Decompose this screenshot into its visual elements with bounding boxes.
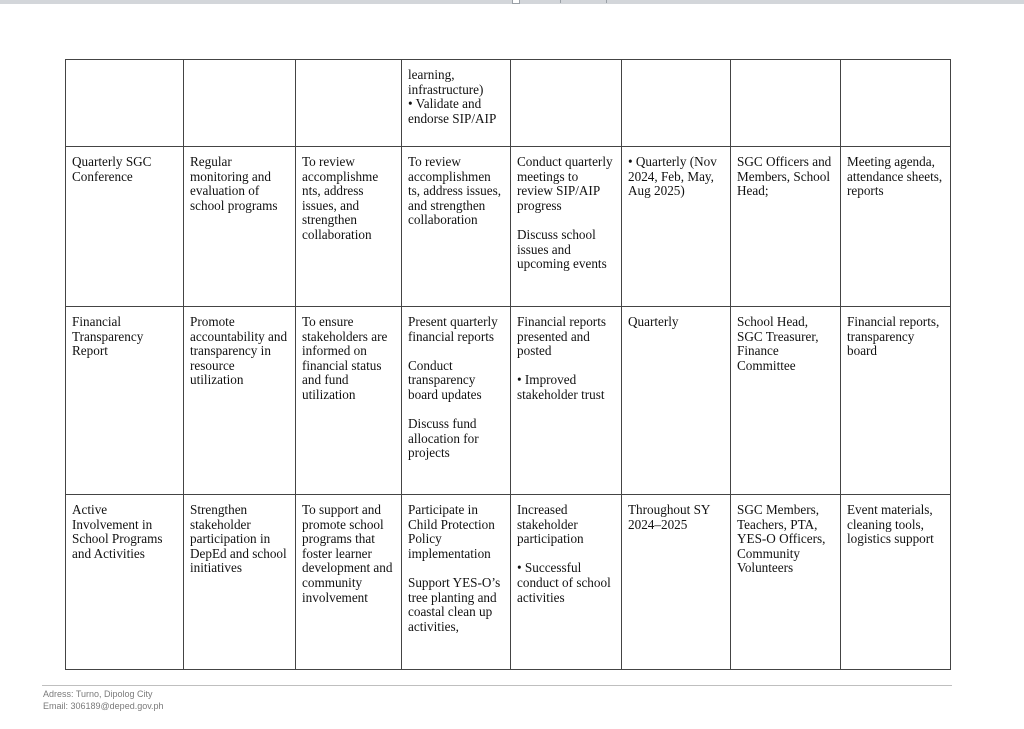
cell-text: Regular monitoring and evaluation of school programs	[190, 154, 278, 213]
cell-text: Event materials, cleaning tools, logistics support	[847, 502, 934, 547]
table-cell	[622, 495, 731, 670]
cell-text: Throughout SY 2024–2025	[628, 502, 710, 532]
table-cell	[402, 60, 511, 147]
table-row	[66, 60, 951, 147]
cell-text: • Improved stakeholder trust	[517, 372, 605, 402]
footer	[43, 688, 164, 712]
cell-text: Discuss school issues and upcoming events	[517, 226, 607, 272]
cell-text: • Quarterly (Nov 2024, Feb, May, Aug 2025)	[628, 154, 717, 199]
cell-text: Meeting agenda, attendance sheets, reports	[847, 154, 943, 199]
cell-text: Quarterly SGC Conference	[72, 154, 152, 184]
cell-text: Participate in Child Protection Policy implementation	[408, 502, 495, 561]
cell-text: SGC Officers and Members, School Head;	[737, 154, 832, 199]
cell-text: • Successful conduct of school activities	[517, 560, 611, 605]
table-cell	[841, 495, 951, 670]
table-cell	[841, 147, 951, 307]
cell-text: To support and promote school programs that foster learner development and community involvement	[302, 502, 393, 605]
table-cell	[511, 147, 622, 307]
cell-text: • Validate and endorse SIP/AIP	[408, 96, 497, 126]
footer-email: Email: 306189@deped.gov.ph	[43, 701, 164, 711]
cell-text: Conduct quarterly meetings to review SIP/AIP progress	[517, 154, 613, 213]
table-cell	[296, 60, 402, 147]
cell-text: To review accomplishme nts, address issues, and strengthen collaboration	[302, 154, 379, 242]
table-cell	[402, 495, 511, 670]
action-plan-table	[65, 59, 951, 670]
cell-text: Promote accountability and transparency in resource utilization	[190, 314, 288, 388]
table-cell	[66, 60, 184, 147]
ruler-tab-marker	[512, 0, 520, 4]
table-cell	[66, 495, 184, 670]
cell-text: Financial reports presented and posted	[517, 314, 606, 359]
table-cell	[622, 147, 731, 307]
table-cell	[296, 307, 402, 495]
table-cell	[184, 307, 296, 495]
table-cell	[402, 307, 511, 495]
table-cell	[511, 307, 622, 495]
table-cell	[841, 60, 951, 147]
cell-text: Financial reports, transparency board	[847, 314, 940, 359]
table-cell	[184, 60, 296, 147]
table-cell	[66, 307, 184, 495]
table-cell	[296, 147, 402, 307]
cell-text: Quarterly	[628, 314, 679, 329]
table-cell	[296, 495, 402, 670]
footer-divider	[42, 685, 952, 686]
cell-text: Support YES-O’s tree planting and coastal clean up activities,	[408, 574, 501, 634]
cell-text: Financial Transparency Report	[72, 314, 144, 359]
table-cell	[402, 147, 511, 307]
cell-text: Increased stakeholder participation	[517, 502, 584, 547]
cell-text: To review accomplishmen ts, address issues, and strengthen collaboration	[408, 154, 502, 228]
cell-text: Present quarterly financial reports	[408, 314, 498, 344]
table-cell	[622, 60, 731, 147]
ruler-tick	[606, 0, 607, 3]
table-row	[66, 495, 951, 670]
table-cell	[184, 147, 296, 307]
table-row	[66, 147, 951, 307]
table-cell	[731, 495, 841, 670]
table-cell	[731, 147, 841, 307]
cell-text: To ensure stakeholders are informed on financial status and fund utilization	[302, 314, 388, 402]
table-cell	[731, 60, 841, 147]
cell-text: School Head, SGC Treasurer, Finance Committee	[737, 314, 819, 373]
cell-text: Conduct transparency board updates	[408, 357, 482, 402]
table-row	[66, 307, 951, 495]
cell-text: SGC Members, Teachers, PTA, YES-O Officers, Community Volunteers	[737, 502, 826, 576]
ruler-tick	[560, 0, 561, 3]
table-cell	[622, 307, 731, 495]
cell-text: Discuss fund allocation for projects	[408, 416, 479, 461]
cell-text: learning, infrastructure)	[408, 67, 484, 97]
table-cell	[841, 307, 951, 495]
cell-text: Strengthen stakeholder participation in DepEd and school initiatives	[190, 502, 287, 576]
table-cell	[731, 307, 841, 495]
table-cell	[511, 60, 622, 147]
table-cell	[66, 147, 184, 307]
cell-text: Active Involvement in School Programs and Activities	[72, 502, 163, 561]
table-cell	[511, 495, 622, 670]
footer-address: Adress: Turno, Dipolog City	[43, 689, 153, 699]
table-cell	[184, 495, 296, 670]
